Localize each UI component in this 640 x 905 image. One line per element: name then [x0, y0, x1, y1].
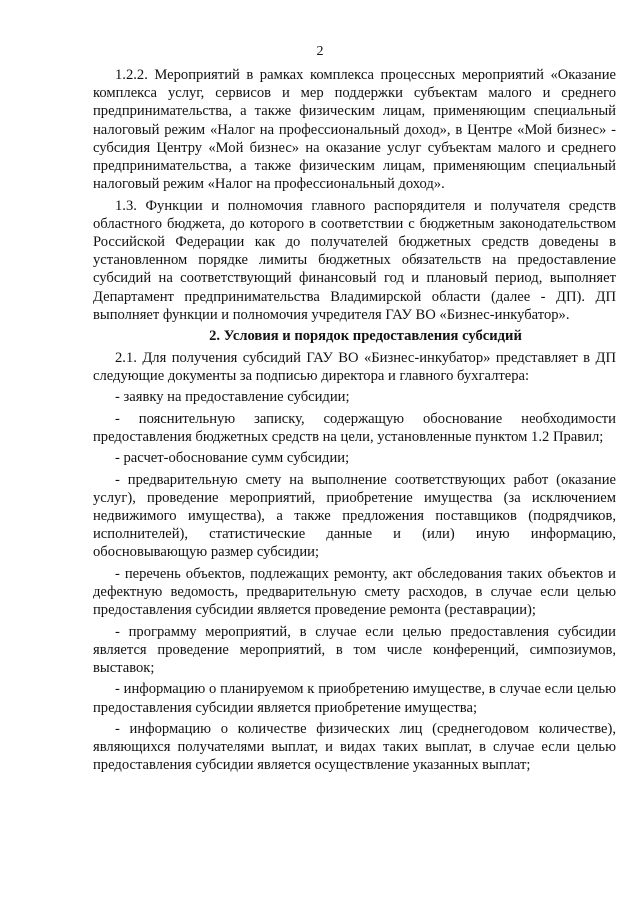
list-item-payments-info: - информацию о количестве физических лиц (среднегодовом количестве), являющихся получателями выплат, и видах таких выплат, в случае если целью предоставления субсидии является осуществление указанных выплат;: [93, 720, 616, 774]
document-body: [93, 66, 616, 775]
list-item-repair-objects: - перечень объектов, подлежащих ремонту, акт обследования таких объектов и дефектную ведомость, предварительную смету расходов, в случае если целью предоставления субсидии является проведение ремонта (реставрации);: [93, 565, 616, 619]
page-number: 2: [316, 44, 324, 59]
list-item-preliminary-estimate: - предварительную смету на выполнение соответствующих работ (оказание услуг), проведение мероприятий, приобретение имущества (за исключением недвижимого имущества), а также предложения поставщиков (подрядчиков, исполнителей), статистические данные и (или) иную информацию, обосновывающую размер субсидии;: [93, 471, 616, 561]
list-item-explanatory-note: - пояснительную записку, содержащую обоснование необходимости предоставления бюджетных средств на цели, установленные пунктом 1.2 Правил;: [93, 410, 616, 445]
section-heading: 2. Условия и порядок предоставления субсидий: [209, 328, 522, 345]
list-item-property-info: - информацию о планируемом к приобретению имуществе, в случае если целью предоставления субсидии является приобретение имущества;: [93, 681, 616, 716]
list-item-application: - заявку на предоставление субсидии;: [115, 389, 350, 406]
paragraph-1-3: 1.3. Функции и полномочия главного распорядителя и получателя средств областного бюджета, до которого в соответствии с бюджетным законодательством Российской Федерации как до получателей бюджетных средств доведены в установленном порядке лимиты бюджетных обязательств на предоставление субсидий на соответствующий финансовый год и плановый период, выполняет Департамент предпринимательства Владимирской области (далее - ДП). ДП выполняет функции и полномочия учредителя ГАУ ВО «Бизнес-инкубатор».: [93, 197, 616, 323]
paragraph-2-1: 2.1. Для получения субсидий ГАУ ВО «Бизнес-инкубатор» представляет в ДП следующие документы за подписью директора и главного бухгалтера:: [93, 349, 616, 384]
list-item-event-program: - программу мероприятий, в случае если целью предоставления субсидии является проведение мероприятий, в том числе конференций, симпозиумов, выставок;: [93, 623, 616, 676]
paragraph-1-2-2: 1.2.2. Мероприятий в рамках комплекса процессных мероприятий «Оказание комплекса услуг, сервисов и мер поддержки субъектам малого и среднего предпринимательства, а также физическим лицам, применяющим специальный налоговый режим «Налог на профессиональный доход», в Центре «Мой бизнес» - субсидия Центру «Мой бизнес» на оказание услуг субъектам малого и среднего предпринимательства, а также физическим лицам, применяющим специальный налоговый режим «Налог на профессиональный доход».: [93, 67, 616, 193]
list-item-calculation: - расчет-обоснование сумм субсидии;: [115, 450, 350, 467]
